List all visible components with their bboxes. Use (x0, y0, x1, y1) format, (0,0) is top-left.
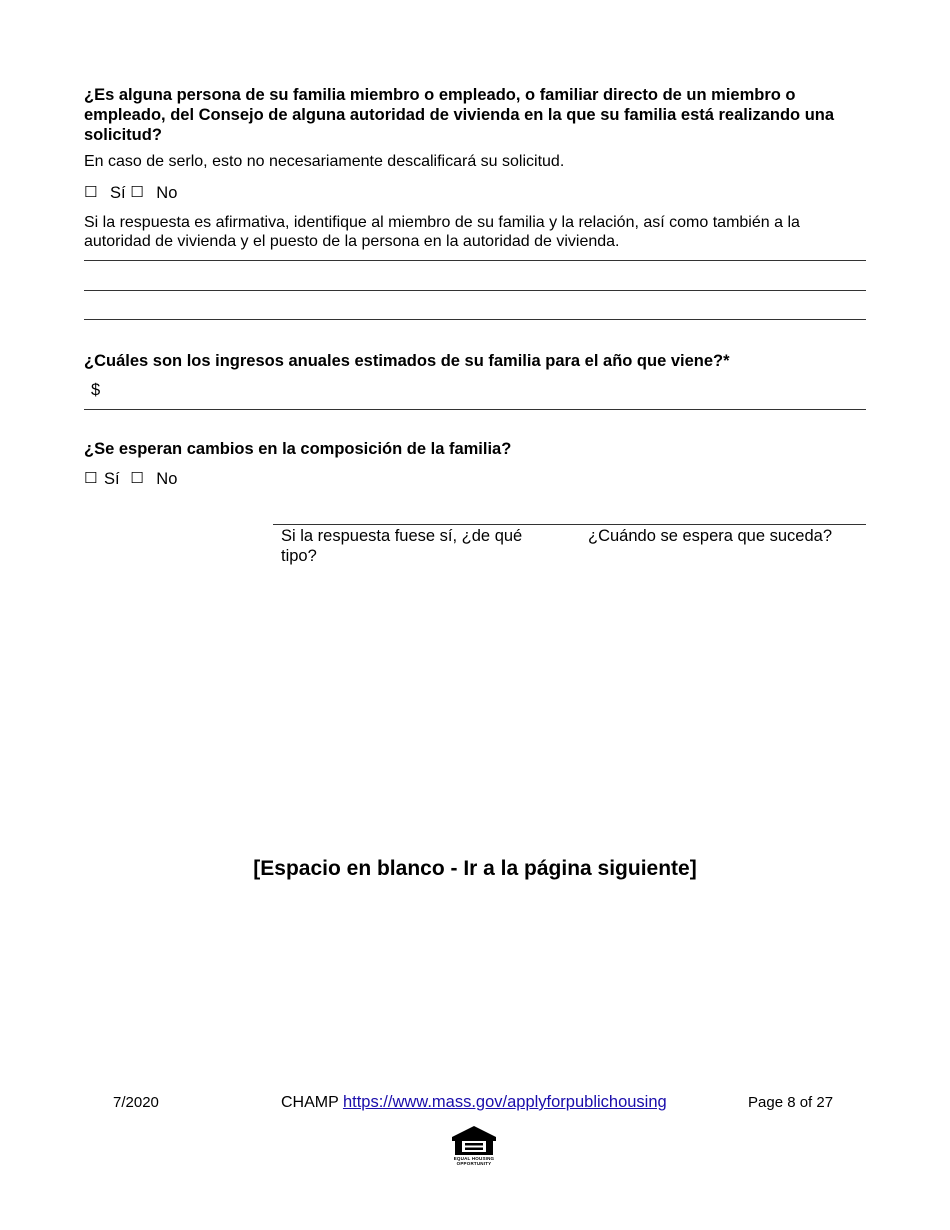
question-household-change-title: ¿Se esperan cambios en la composición de la familia? (84, 440, 512, 458)
relation-options (84, 183, 177, 203)
relation-answer-line-1[interactable] (84, 260, 866, 261)
household-change-no-label: No (156, 470, 178, 488)
relation-answer-line-2[interactable] (84, 290, 866, 291)
income-answer-line[interactable] (84, 409, 866, 410)
footer-page-number: Page 8 of 27 (748, 1094, 834, 1111)
blank-space-notice: [Espacio en blanco - Ir a la página siguiente] (253, 857, 697, 880)
household-change-yes-label: Sí (104, 470, 120, 488)
relation-answer-line-3[interactable] (84, 319, 866, 320)
relation-yes-checkbox[interactable]: ☐ (84, 183, 98, 201)
household-change-when-header: ¿Cuándo se espera que suceda? (588, 527, 833, 545)
household-change-no-checkbox[interactable]: ☐ (130, 469, 144, 487)
relation-detail-prompt: Si la respuesta es afirmativa, identifique al miembro de su familia y la relación, así como también a la autoridad de vivienda y el puesto de la persona en la autoridad de vivienda. (84, 214, 800, 250)
equal-housing-logo (449, 1124, 499, 1166)
equal-housing-logo-text: EQUAL HOUSING OPPORTUNITY (453, 1156, 495, 1166)
question-income-title: ¿Cuáles son los ingresos anuales estimados de su familia para el año que viene?* (84, 352, 730, 370)
income-currency-symbol: $ (91, 381, 101, 399)
question-relation-title: ¿Es alguna persona de su familia miembro o empleado, o familiar directo de un miembro o empleado, del Consejo de alguna autoridad de vivienda en la que su familia está realizando una solicitud? (84, 86, 835, 144)
household-change-type-header: Si la respuesta fuese sí, ¿de qué tipo? (281, 527, 523, 565)
footer-program: CHAMP (281, 1094, 339, 1111)
household-change-yes-checkbox[interactable]: ☐ (84, 469, 98, 487)
household-change-options (84, 469, 177, 489)
relation-no-checkbox[interactable]: ☐ (130, 183, 144, 201)
footer-url-link[interactable]: https://www.mass.gov/applyforpublichousing (342, 1093, 667, 1111)
footer-center (281, 1093, 667, 1112)
question-relation-note: En caso de serlo, esto no necesariamente descalificará su solicitud. (84, 153, 565, 170)
relation-no-label: No (156, 184, 178, 202)
household-change-table-top-line (273, 524, 866, 525)
relation-yes-label: Sí (110, 184, 126, 202)
footer-date: 7/2020 (113, 1094, 159, 1111)
